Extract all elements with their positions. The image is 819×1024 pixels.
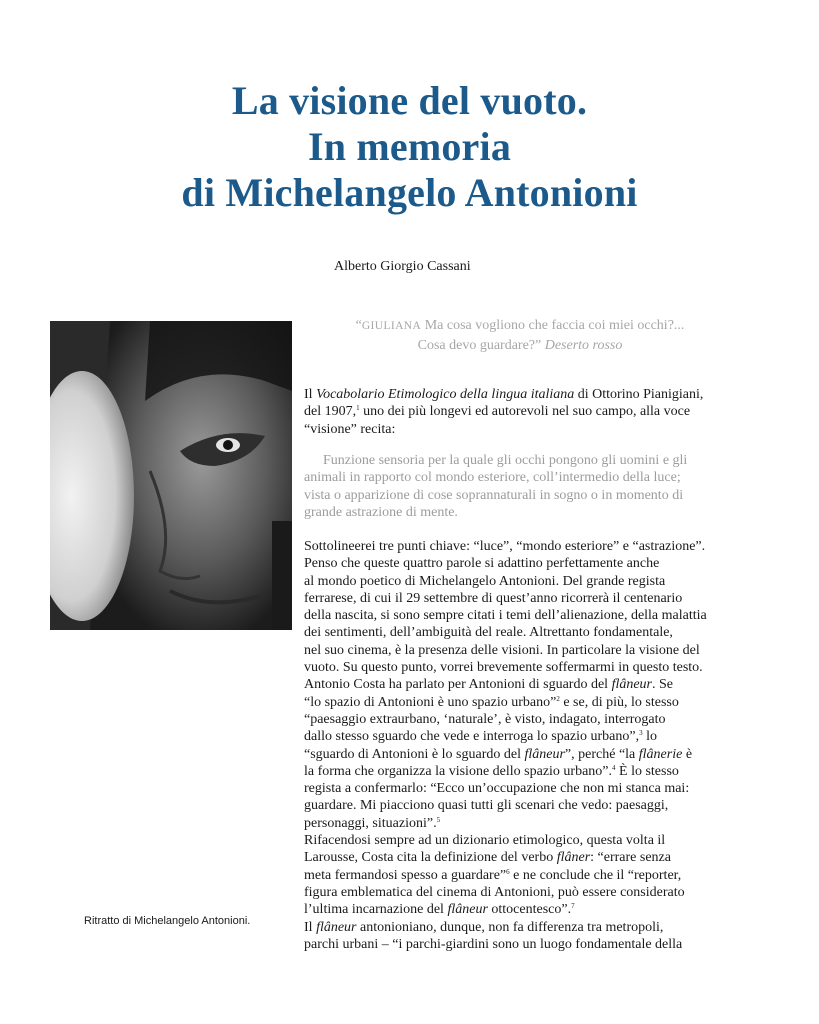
main-line xyxy=(304,763,744,780)
text-run: . Se xyxy=(652,677,674,693)
definition-line-4: grande astrazione di mente. xyxy=(304,504,458,520)
main-line: al mondo poetico di Michelangelo Antonioni. Del grande regista xyxy=(304,573,666,589)
text-italic: flâneur xyxy=(611,677,653,693)
main-line: guardare. Mi piacciono quasi tutti gli scenari che vedo: paesaggi, xyxy=(304,798,669,814)
main-line xyxy=(304,676,744,693)
main-line: nel suo cinema, è la presenza delle visioni. In particolare la visione del xyxy=(304,642,700,658)
title-line-1: La visione del vuoto. xyxy=(231,78,588,123)
text-run: e ne conclude che il “reporter, xyxy=(509,867,682,883)
main-line xyxy=(304,901,744,918)
main-line: Rifacendosi sempre ad un dizionario etimologico, questa volta il xyxy=(304,833,666,849)
text-run: “lo spazio di Antonioni è uno spazio urbano” xyxy=(304,694,557,710)
portrait-image-icon xyxy=(50,321,292,630)
text-run: del 1907, xyxy=(304,404,357,420)
epigraph-text-1: Ma cosa vogliono che faccia coi miei occhi?... xyxy=(421,318,685,333)
main-line xyxy=(304,919,744,936)
text-run: ”, perché “la xyxy=(564,746,639,762)
main-line xyxy=(304,694,744,711)
main-line: dei sentimenti, dell’ambiguità del reale. Altrettanto fondamentale, xyxy=(304,625,673,641)
title-line-3: di Michelangelo Antonioni xyxy=(181,170,638,215)
text-italic: flâneur xyxy=(316,919,357,935)
main-line: “paesaggio extraurbano, ‘naturale’, è visto, indagato, interrogato xyxy=(304,711,666,727)
title-line-2: In memoria xyxy=(307,124,512,169)
intro-line-3: “visione” recita: xyxy=(304,421,396,437)
text-run: “sguardo di Antonioni è lo sguardo del xyxy=(304,746,525,762)
text-run: Antonio Costa ha parlato per Antonioni di sguardo del xyxy=(304,677,612,693)
text-run: dallo stesso sguardo che vede e interroga lo spazio urbano”, xyxy=(304,729,640,745)
footnote-ref-2: 2 xyxy=(556,694,560,703)
article-title xyxy=(0,78,819,216)
main-line xyxy=(304,746,744,763)
epigraph xyxy=(330,316,710,355)
definition-quote xyxy=(304,452,744,521)
text-run: personaggi, situazioni”. xyxy=(304,815,437,831)
main-line xyxy=(304,849,744,866)
epigraph-open-quote: “ xyxy=(355,318,362,333)
footnote-ref-1: 1 xyxy=(356,404,360,413)
definition-line-1: Funzione sensoria per la quale gli occhi pongono gli uomini e gli xyxy=(323,453,688,468)
text-italic: flâner xyxy=(556,850,591,866)
epigraph-line-2 xyxy=(330,336,710,355)
text-run: : “errare senza xyxy=(590,850,671,866)
text-run: Larousse, Costa cita la definizione del verbo xyxy=(304,850,557,866)
text-italic: flâneur xyxy=(447,902,488,918)
caption-name: Michelangelo Antonioni xyxy=(134,915,248,927)
footnote-ref-7: 7 xyxy=(571,902,575,911)
text-run: Il xyxy=(304,919,317,935)
main-line: Penso che queste quattro parole si adattino perfettamente anche xyxy=(304,556,660,572)
main-line xyxy=(304,728,744,745)
main-line: figura emblematica del cinema di Antonioni, può essere considerato xyxy=(304,884,685,900)
definition-line-3: vista o apparizione di cose soprannaturali in sogno o in momento di xyxy=(304,487,684,503)
intro-line-1 xyxy=(304,386,744,403)
portrait-photo xyxy=(50,321,292,630)
main-line xyxy=(304,815,744,832)
text-run: e se, di più, lo stesso xyxy=(559,694,679,710)
text-run: la forma che organizza la visione dello spazio urbano”. xyxy=(304,763,613,779)
text-run: di Ottorino Pianigiani, xyxy=(574,387,704,402)
main-line: vuoto. Su questo punto, vorrei brevemente soffermarmi in questo testo. xyxy=(304,660,703,676)
epigraph-text-2: Cosa devo guardare?” xyxy=(417,338,542,353)
text-run: Il xyxy=(304,387,317,402)
photo-caption xyxy=(84,914,264,928)
text-run: ottocentesco”. xyxy=(487,902,572,918)
main-line xyxy=(304,867,744,884)
main-line: regista a confermarlo: “Ecco un’occupazione che non mi stanca mai: xyxy=(304,781,690,797)
footnote-ref-3: 3 xyxy=(639,729,643,738)
main-line: della nascita, si sono sempre citati i temi dell’alienazione, della malattia xyxy=(304,608,707,624)
main-line: ferrarese, di cui il 29 settembre di quest’anno ricorrerà il centenario xyxy=(304,590,683,606)
text-run: è xyxy=(682,746,693,762)
main-line: parchi urbani – “i parchi-giardini sono un luogo fondamentale della xyxy=(304,936,683,952)
definition-line-2: animali in rapporto col mondo esteriore, coll’intermedio della luce; xyxy=(304,470,681,486)
text-run: l’ultima incarnazione del xyxy=(304,902,448,918)
text-run: lo xyxy=(642,729,658,745)
caption-prefix: Ritratto di xyxy=(84,915,135,927)
text-run: È lo stesso xyxy=(615,763,679,779)
text-italic: flânerie xyxy=(638,746,683,762)
main-text xyxy=(304,538,744,953)
text-italic: flâneur xyxy=(524,746,565,762)
intro-paragraph xyxy=(304,386,744,438)
epigraph-line-1 xyxy=(330,316,710,336)
text-run: uno dei più longevi ed autorevoli nel suo campo, alla voce xyxy=(359,404,691,420)
epigraph-speaker: GIULIANA xyxy=(361,320,422,332)
caption-suffix: . xyxy=(247,915,251,927)
vocabulary-title: Vocabolario Etimologico della lingua italiana xyxy=(316,387,575,402)
main-line: Sottolineerei tre punti chiave: “luce”, “mondo esteriore” e “astrazione”. xyxy=(304,539,706,554)
footnote-ref-4: 4 xyxy=(612,763,616,772)
text-run: meta fermandosi spesso a guardare” xyxy=(304,867,507,883)
epigraph-source: Deserto rosso xyxy=(544,338,623,353)
text-run: antonioniano, dunque, non fa differenza tra metropoli, xyxy=(356,919,664,935)
author-name: Alberto Giorgio Cassani xyxy=(334,259,471,274)
footnote-ref-6: 6 xyxy=(506,867,510,876)
footnote-ref-5: 5 xyxy=(436,815,441,824)
intro-line-2 xyxy=(304,403,744,420)
